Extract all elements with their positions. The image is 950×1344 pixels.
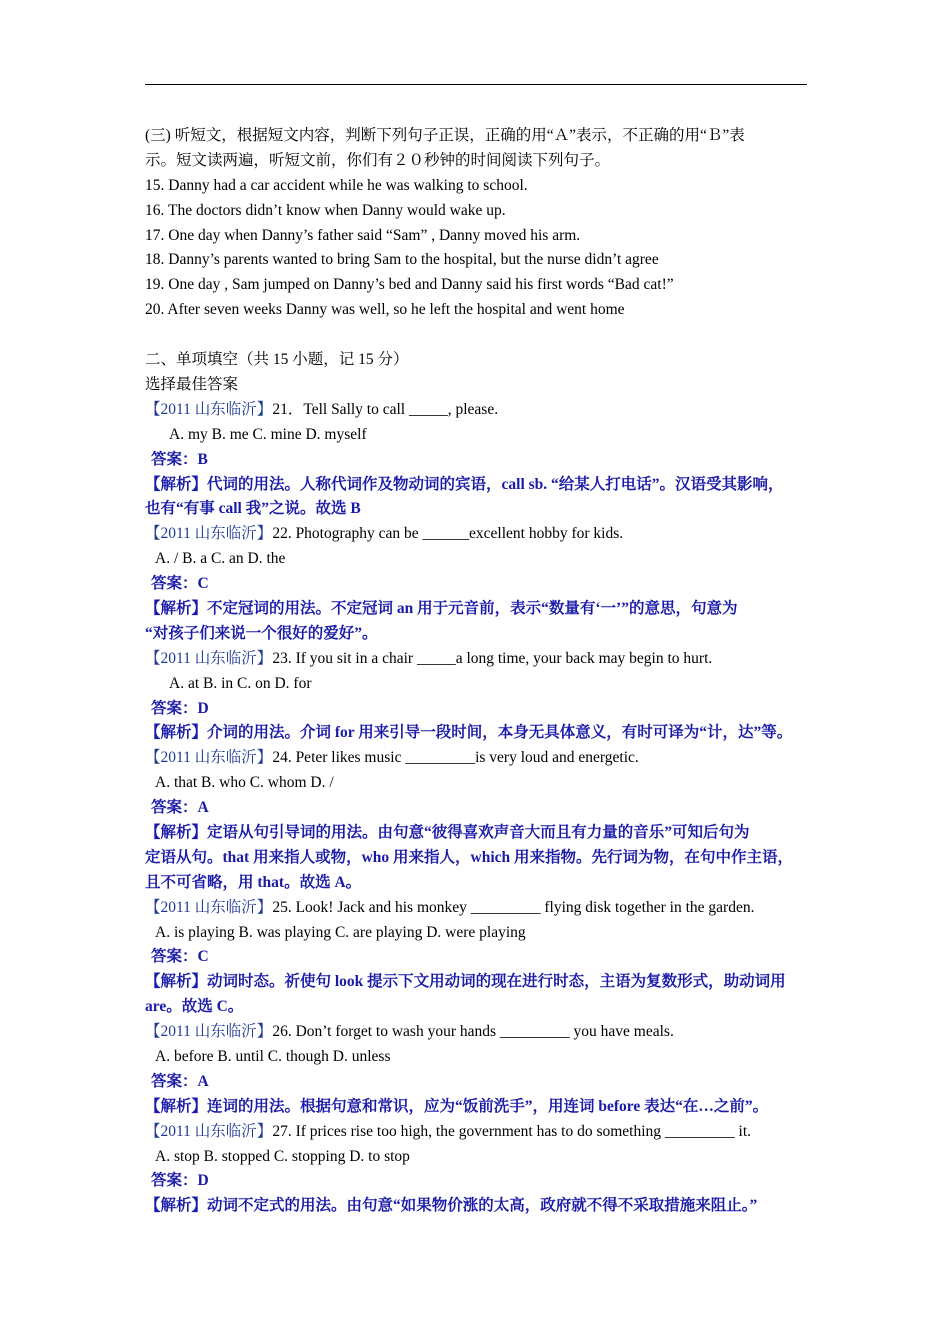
question-options: A. at B. in C. on D. for <box>169 674 312 692</box>
answer-line: 答案：A <box>151 799 209 817</box>
question-options: A. that B. who C. whom D. / <box>155 774 334 792</box>
question-source: 【2011 山东临沂】 <box>145 525 273 543</box>
question-25 <box>145 896 825 921</box>
explanation-line: 【解析】动词时态。祈使句 look 提示下文用动词的现在进行时态，主语为复数形式，助动词用 <box>145 973 786 991</box>
explanation-line: 【解析】连词的用法。根据句意和常识，应为“饭前洗手”，用连词 before 表达“在…之前”。 <box>145 1097 769 1115</box>
question-stem: 24. Peter likes music _________is very loud and energetic. <box>272 749 639 767</box>
question-stem: 21．Tell Sally to call _____, please. <box>272 400 499 418</box>
listening-item: 20. After seven weeks Danny was well, so he left the hospital and went home <box>145 301 625 319</box>
listening-instructions-line1: (三) 听短文，根据短文内容，判断下列句子正误，正确的用“Ａ”表示，不正确的用“Ｂ”表 <box>145 127 745 144</box>
question-options: A. / B. a C. an D. the <box>155 550 286 568</box>
answer-line: 答案：D <box>151 1172 209 1190</box>
question-source: 【2011 山东临沂】 <box>145 1122 273 1140</box>
question-21 <box>145 398 825 423</box>
explanation-line: “对孩子们来说一个很好的爱好”。 <box>145 624 378 642</box>
section-instruction: 选择最佳答案 <box>145 375 239 393</box>
question-source: 【2011 山东临沂】 <box>145 749 273 767</box>
question-24 <box>145 746 825 771</box>
answer-line: 答案：D <box>151 699 209 717</box>
explanation-line: 【解析】定语从句引导词的用法。由句意“彼得喜欢声音大而且有力量的音乐”可知后句为 <box>145 823 750 841</box>
answer-line: 答案：B <box>151 450 208 468</box>
header-rule <box>145 84 807 85</box>
explanation-line: 【解析】不定冠词的用法。不定冠词 an 用于元音前，表示“数量有‘一’”的意思，句意为 <box>145 599 738 617</box>
answer-line: 答案：C <box>151 575 209 593</box>
listening-instructions-line2: 示。短文读两遍，听短文前，你们有２０秒钟的时间阅读下列句子。 <box>145 151 611 169</box>
explanation-line: 【解析】介词的用法。介词 for 用来引导一段时间，本身无具体意义，有时可译为“计，达”等。 <box>145 724 793 742</box>
question-stem: 27. If prices rise too high, the government has to do something _________ it. <box>272 1122 752 1140</box>
question-stem: 25. Look! Jack and his monkey _________ flying disk together in the garden. <box>272 898 755 916</box>
question-22 <box>145 522 825 547</box>
listening-item: 17. One day when Danny’s father said “Sam” , Danny moved his arm. <box>145 226 581 244</box>
question-stem: 23. If you sit in a chair _____a long time, your back may begin to hurt. <box>272 649 713 667</box>
answer-line: 答案：C <box>151 948 209 966</box>
answer-line: 答案：A <box>151 1072 209 1090</box>
listening-item: 19. One day , Sam jumped on Danny’s bed and Danny said his first words “Bad cat!” <box>145 276 674 294</box>
question-27 <box>145 1120 825 1145</box>
question-source: 【2011 山东临沂】 <box>145 898 273 916</box>
explanation-line: 定语从句。that 用来指人或物，who 用来指人，which 用来指物。先行词为物，在句中作主语， <box>145 848 794 866</box>
question-stem: 22. Photography can be ______excellent hobby for kids. <box>272 525 624 543</box>
question-source: 【2011 山东临沂】 <box>145 649 273 667</box>
explanation-line: 也有“有事 call 我”之说。故选 B <box>145 500 361 518</box>
question-source: 【2011 山东临沂】 <box>145 400 273 418</box>
question-options: A. is playing B. was playing C. are playing D. were playing <box>155 923 526 941</box>
listening-item: 16. The doctors didn’t know when Danny would wake up. <box>145 201 506 219</box>
explanation-line: 【解析】动词不定式的用法。由句意“如果物价涨的太高，政府就不得不采取措施来阻止。” <box>145 1197 758 1215</box>
spacer <box>145 323 825 348</box>
explanation-line: 【解析】代词的用法。人称代词作及物动词的宾语，call sb. “给某人打电话”。汉语受其影响， <box>145 475 784 493</box>
section-title: 二、单项填空（共 15 小题，记 15 分） <box>145 351 409 369</box>
explanation-line: are。故选 C。 <box>145 998 244 1016</box>
question-options: A. stop B. stopped C. stopping D. to stop <box>155 1147 410 1165</box>
question-options: A. before B. until C. though D. unless <box>155 1047 391 1065</box>
question-23 <box>145 647 825 672</box>
question-source: 【2011 山东临沂】 <box>145 1023 273 1041</box>
explanation-line: 且不可省略，用 that。故选 A。 <box>145 873 362 891</box>
listening-item: 18. Danny’s parents wanted to bring Sam to the hospital, but the nurse didn’t agree <box>145 251 659 269</box>
question-options: A. my B. me C. mine D. myself <box>169 425 367 443</box>
question-stem: 26. Don’t forget to wash your hands _________ you have meals. <box>272 1023 674 1041</box>
question-26 <box>145 1020 825 1045</box>
listening-item: 15. Danny had a car accident while he was walking to school. <box>145 176 528 194</box>
document-body <box>145 124 825 1219</box>
